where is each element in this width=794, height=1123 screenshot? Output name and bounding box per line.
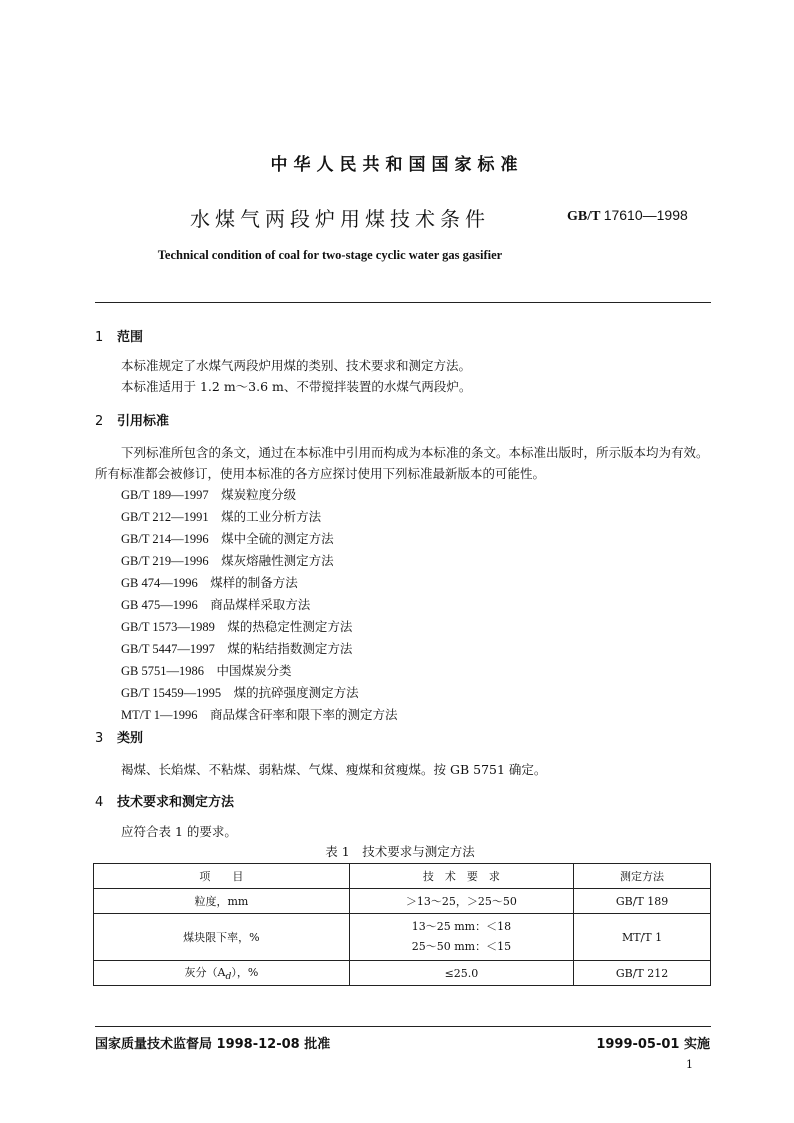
section-3-paragraph: 褐煤、长焰煤、不粘煤、弱粘煤、气煤、瘦煤和贫瘦煤。按 GB 5751 确定。 (121, 762, 547, 777)
section-number: 2 (95, 414, 104, 429)
list-item: GB 475—1996 商品煤样采取方法 (121, 597, 311, 612)
table-cell: GB/T 212 (574, 961, 711, 986)
section-title: 范围 (117, 330, 144, 345)
section-2-heading (95, 410, 169, 429)
table-header-row (94, 864, 711, 889)
table-cell: 灰分$(A_d)$，% (94, 961, 350, 986)
list-item: GB/T 219—1996 煤灰熔融性测定方法 (121, 553, 334, 568)
section-title: 技术要求和测定方法 (117, 795, 235, 810)
list-item: GB/T 15459—1995 煤的抗碎强度测定方法 (121, 685, 359, 700)
footer-divider (95, 1026, 711, 1027)
effective-date: 1999-05-01 实施 (596, 1037, 710, 1052)
table-row (94, 961, 711, 986)
table-cell (349, 914, 573, 961)
section-1-heading (95, 326, 143, 345)
standard-prefix: GB/T (567, 209, 601, 224)
column-header: 测定方法 (574, 864, 711, 889)
requirement-line: 25～50 mm：＜15 (411, 940, 512, 953)
standard-number (567, 207, 688, 225)
section-number: 4 (95, 795, 104, 810)
column-header: 技 术 要 求 (349, 864, 573, 889)
list-item: GB 474—1996 煤样的制备方法 (121, 575, 298, 590)
list-item: GB/T 1573—1989 煤的热稳定性测定方法 (121, 619, 353, 634)
header-divider (95, 302, 711, 303)
list-item: GB 5751—1986 中国煤炭分类 (121, 663, 292, 678)
list-item: GB/T 214—1996 煤中全硫的测定方法 (121, 531, 334, 546)
list-item: GB/T 212—1991 煤的工业分析方法 (121, 509, 322, 524)
section-4-heading (95, 791, 234, 810)
table-cell: ≤25.0 (349, 961, 573, 986)
table-cell: 煤块限下率，% (94, 914, 350, 961)
section-2-paragraph: 下列标准所包含的条文，通过在本标准中引用而构成为本标准的条文。本标准出版时，所示版本均为有效。所有标准都会被修订，使用本标准的各方应探讨使用下列标准最新版本的可能性。 (95, 445, 709, 481)
english-title: Technical condition of coal for two-stage cyclic water gas gasifier (157, 248, 503, 262)
standard-code: 17610—1998 (603, 207, 688, 223)
section-title: 引用标准 (117, 414, 170, 429)
approval-line: 国家质量技术监督局 1998-12-08 批准 (95, 1037, 331, 1052)
national-standard-heading: 中华人民共和国国家标准 (270, 155, 524, 175)
list-item: GB/T 5447—1997 煤的粘结指数测定方法 (121, 641, 353, 656)
section-title: 类别 (117, 731, 144, 746)
table-row (94, 914, 711, 961)
table-caption: 表 1 技术要求与测定方法 (325, 844, 475, 859)
page-number: 1 (686, 1058, 693, 1071)
column-header: 项 目 (94, 864, 350, 889)
requirement-line: 13～25 mm：＜18 (411, 920, 512, 933)
table-row (94, 889, 711, 914)
document-title: 水煤气两段炉用煤技术条件 (190, 207, 490, 231)
list-item: MT/T 1—1996 商品煤含矸率和限下率的测定方法 (121, 707, 398, 722)
list-item: GB/T 189—1997 煤炭粒度分级 (121, 487, 297, 502)
section-4-paragraph: 应符合表 1 的要求。 (121, 824, 237, 839)
table-cell: 粒度，mm (94, 889, 350, 914)
spec-table (93, 863, 711, 986)
section-number: 1 (95, 330, 104, 345)
section-number: 3 (95, 731, 104, 746)
section-1-paragraph-1: 本标准规定了水煤气两段炉用煤的类别、技术要求和测定方法。 (121, 358, 472, 373)
table-cell: ＞13～25，＞25～50 (349, 889, 573, 914)
section-1-paragraph-2: 本标准适用于 1.2 m～3.6 m、不带搅拌装置的水煤气两段炉。 (121, 379, 472, 394)
table-cell: GB/T 189 (574, 889, 711, 914)
normative-references-list (121, 484, 398, 726)
section-3-heading (95, 727, 143, 746)
table-cell: MT/T 1 (574, 914, 711, 961)
